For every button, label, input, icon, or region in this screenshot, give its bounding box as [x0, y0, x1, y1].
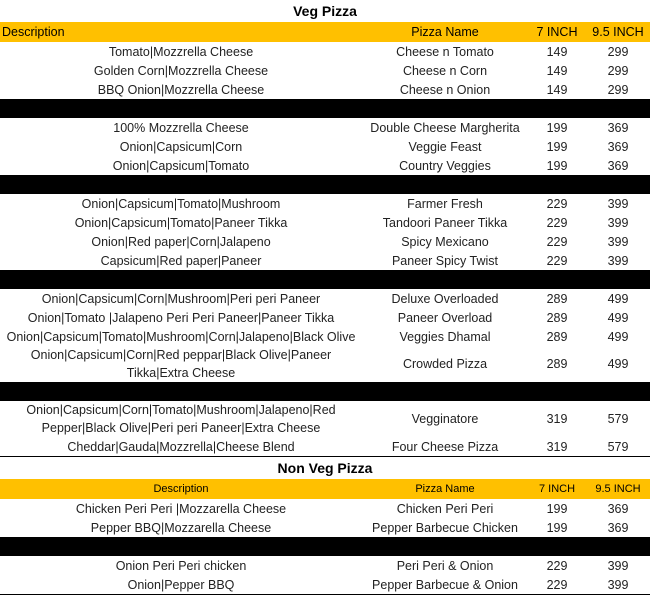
- menu-row: [0, 61, 650, 80]
- item-description: Onion|Capsicum|Tomato: [112, 158, 250, 173]
- menu-row: [0, 575, 650, 594]
- item-price-95inch: 299: [607, 44, 629, 59]
- item-price-7inch: 199: [546, 158, 568, 173]
- item-price-95inch: 399: [607, 577, 629, 592]
- item-price-7inch: 199: [546, 120, 568, 135]
- item-name: Cheese n Onion: [399, 82, 491, 97]
- item-name: Veggies Dhamal: [399, 329, 491, 344]
- menu-row: [0, 518, 650, 537]
- menu-row: [0, 156, 650, 175]
- item-price-95inch: 369: [607, 158, 629, 173]
- item-price-95inch: 369: [607, 501, 629, 516]
- veg-header-row: [0, 22, 650, 42]
- item-description: Cheddar|Gauda|Mozzrella|Cheese Blend: [67, 439, 295, 454]
- item-price-95inch: 499: [607, 329, 629, 344]
- item-price-7inch: 229: [546, 234, 568, 249]
- item-name: Peri Peri & Onion: [396, 558, 494, 573]
- veg-header-7inch: 7 INCH: [536, 25, 578, 39]
- nonveg-header-name: Pizza Name: [415, 483, 475, 495]
- item-description: Onion|Capsicum|Corn|Mushroom|Peri peri Paneer: [41, 291, 321, 306]
- item-name: Deluxe Overloaded: [391, 291, 499, 306]
- item-name: Paneer Spicy Twist: [391, 253, 499, 268]
- item-price-7inch: 229: [546, 253, 568, 268]
- veg-table-body: [0, 42, 650, 456]
- item-price-7inch: 289: [546, 357, 568, 371]
- menu-row: [0, 137, 650, 156]
- item-description: Onion|Capsicum|Corn|Tomato|Mushroom|Jalapeno|Red Pepper|Black Olive|Peri peri Paneer|Extra Cheese: [26, 403, 336, 435]
- item-description: Onion Peri Peri chicken: [115, 558, 247, 573]
- menu-row: [0, 437, 650, 456]
- item-price-95inch: 579: [607, 439, 629, 454]
- group-separator-band: [0, 270, 650, 289]
- menu-row: [0, 118, 650, 137]
- item-price-7inch: 199: [546, 501, 568, 516]
- menu-row: [0, 194, 650, 213]
- item-description: Golden Corn|Mozzrella Cheese: [93, 63, 269, 78]
- menu-row: [0, 327, 650, 346]
- item-description: Onion|Capsicum|Tomato|Mushroom|Corn|Jalapeno|Black Olive: [6, 329, 356, 344]
- veg-header-description: Description: [2, 25, 65, 39]
- group-separator-band: [0, 99, 650, 118]
- group-separator-band: [0, 382, 650, 401]
- nonveg-header-description: Description: [153, 483, 209, 495]
- item-price-7inch: 149: [546, 44, 568, 59]
- item-description: Onion|Capsicum|Corn: [119, 139, 243, 154]
- item-price-7inch: 149: [546, 63, 568, 78]
- item-price-95inch: 369: [607, 120, 629, 135]
- item-name: Vegginatore: [411, 412, 479, 426]
- item-name: Double Cheese Margherita: [370, 120, 520, 135]
- item-price-95inch: 499: [607, 357, 629, 371]
- menu-row: [0, 346, 650, 382]
- item-price-95inch: 399: [607, 253, 629, 268]
- item-price-7inch: 229: [546, 558, 568, 573]
- item-price-95inch: 299: [607, 63, 629, 78]
- item-price-7inch: 319: [546, 439, 568, 454]
- item-description: Onion|Capsicum|Tomato|Mushroom: [81, 196, 281, 211]
- menu-row: [0, 80, 650, 99]
- menu-row: [0, 213, 650, 232]
- item-price-95inch: 399: [607, 558, 629, 573]
- menu-row: [0, 499, 650, 518]
- menu-row: [0, 308, 650, 327]
- group-separator-band: [0, 537, 650, 556]
- menu-row: [0, 401, 650, 437]
- item-price-95inch: 499: [607, 291, 629, 306]
- item-description: BBQ Onion|Mozzrella Cheese: [97, 82, 265, 97]
- item-description: Onion|Capsicum|Corn|Red peppar|Black Olive|Paneer Tikka|Extra Cheese: [30, 348, 332, 380]
- item-description: Onion|Red paper|Corn|Jalapeno: [91, 234, 271, 249]
- item-description: Pepper BBQ|Mozzarella Cheese: [90, 520, 272, 535]
- item-name: Four Cheese Pizza: [391, 439, 499, 454]
- item-description: Onion|Pepper BBQ: [127, 577, 235, 592]
- nonveg-header-row: [0, 479, 650, 499]
- nonveg-header-95inch: 9.5 INCH: [595, 483, 641, 495]
- veg-title: Veg Pizza: [293, 3, 357, 19]
- item-name: Country Veggies: [399, 158, 491, 173]
- veg-header-95inch: 9.5 INCH: [592, 25, 644, 39]
- item-name: Tandoori Paneer Tikka: [382, 215, 508, 230]
- menu-row: [0, 232, 650, 251]
- veg-header-name: Pizza Name: [411, 25, 479, 39]
- item-price-95inch: 399: [607, 234, 629, 249]
- item-name: Pepper Barbecue Chicken: [372, 520, 518, 535]
- item-name: Cheese n Corn: [402, 63, 488, 78]
- item-price-95inch: 369: [607, 139, 629, 154]
- item-name: Chicken Peri Peri: [396, 501, 494, 516]
- item-name: Pepper Barbecue & Onion: [372, 577, 518, 592]
- item-name: Paneer Overload: [397, 310, 493, 325]
- item-name: Spicy Mexicano: [401, 234, 489, 249]
- item-price-95inch: 579: [607, 412, 629, 426]
- item-price-95inch: 399: [607, 215, 629, 230]
- item-name: Cheese n Tomato: [396, 44, 494, 59]
- nonveg-section: [0, 457, 650, 595]
- item-price-7inch: 229: [546, 577, 568, 592]
- item-name: Veggie Feast: [408, 139, 482, 154]
- item-price-95inch: 499: [607, 310, 629, 325]
- nonveg-header-7inch: 7 INCH: [538, 483, 576, 495]
- item-description: Tomato|Mozzrella Cheese: [108, 44, 254, 59]
- menu-row: [0, 289, 650, 308]
- item-description: Capsicum|Red paper|Paneer: [100, 253, 262, 268]
- item-price-95inch: 369: [607, 520, 629, 535]
- item-price-7inch: 149: [546, 82, 568, 97]
- menu-row: [0, 556, 650, 575]
- item-description: Chicken Peri Peri |Mozzarella Cheese: [75, 501, 287, 516]
- item-description: Onion|Capsicum|Tomato|Paneer Tikka: [74, 215, 288, 230]
- item-price-7inch: 199: [546, 520, 568, 535]
- nonveg-title: Non Veg Pizza: [277, 460, 373, 476]
- item-price-7inch: 199: [546, 139, 568, 154]
- item-description: 100% Mozzrella Cheese: [113, 120, 249, 135]
- item-price-7inch: 319: [546, 412, 568, 426]
- item-price-95inch: 399: [607, 196, 629, 211]
- menu-row: [0, 42, 650, 61]
- item-price-7inch: 289: [546, 310, 568, 325]
- item-name: Crowded Pizza: [402, 357, 488, 371]
- item-price-7inch: 229: [546, 196, 568, 211]
- nonveg-table-body: [0, 499, 650, 594]
- item-price-7inch: 229: [546, 215, 568, 230]
- item-price-7inch: 289: [546, 329, 568, 344]
- item-name: Farmer Fresh: [407, 196, 483, 211]
- item-price-7inch: 289: [546, 291, 568, 306]
- item-price-95inch: 299: [607, 82, 629, 97]
- group-separator-band: [0, 175, 650, 194]
- menu-row: [0, 251, 650, 270]
- item-description: Onion|Tomato |Jalapeno Peri Peri Paneer|Paneer Tikka: [27, 310, 335, 325]
